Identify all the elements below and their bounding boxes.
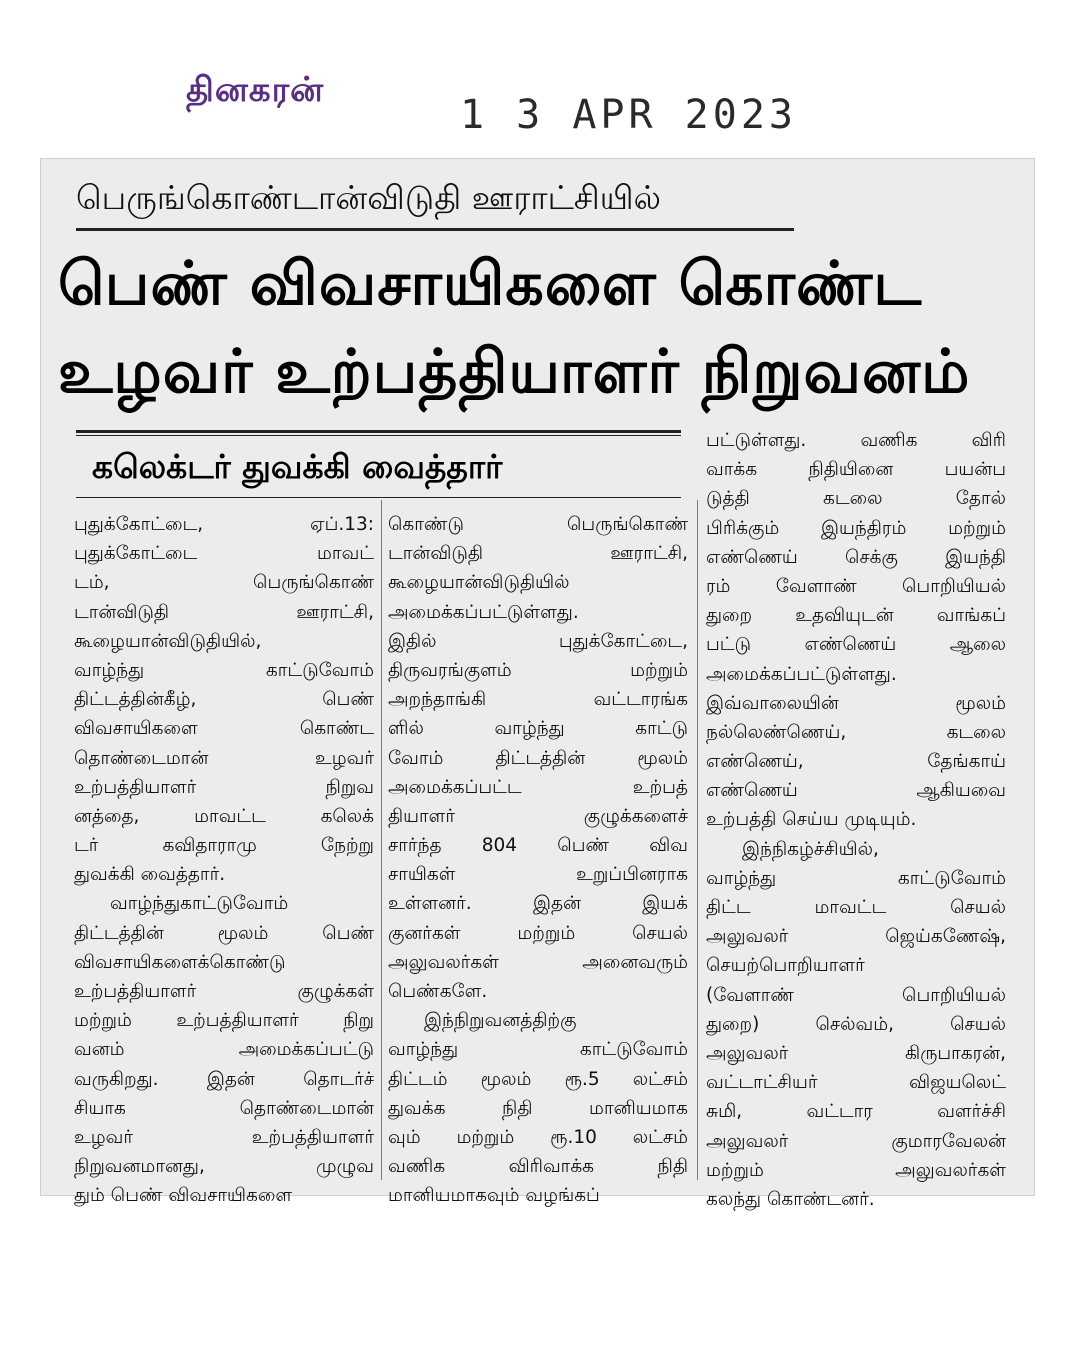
article-text-line: மற்றும் உற்பத்தியாளர் நிறு — [74, 1010, 374, 1032]
article-text-line: உற்பத்தியாளர் நிறுவ — [74, 776, 374, 798]
column-divider — [697, 500, 698, 1180]
article-text-line: தொண்டைமான் உழவர் — [74, 747, 374, 769]
article-text-line: குனர்கள் மற்றும் செயல் — [388, 922, 688, 944]
article-text-line: துறை உதவியுடன் வாங்கப் — [706, 605, 1006, 627]
article-text-line: நல்லெண்ணெய், கடலை — [706, 721, 1006, 743]
article-text-line: வாக்க நிதியினை பயன்ப — [706, 459, 1006, 481]
subheadline-rule-top — [76, 430, 681, 433]
article-text-line: வனம் அமைக்கப்பட்டு — [74, 1039, 374, 1061]
article-text-line: வட்டாட்சியர் விஜயலெட் — [706, 1072, 1006, 1094]
article-text-line: உற்பத்தி செய்ய முடியும். — [706, 809, 917, 831]
article-text-line: உள்ளனர். இதன் இயக் — [388, 893, 688, 915]
article-text-line: டம், பெருங்கொண் — [74, 572, 374, 594]
article-text-line: அமைக்கப்பட்டுள்ளது. — [388, 601, 579, 623]
article-text-line: மானியமாகவும் வழங்கப் — [388, 1185, 600, 1207]
article-text-line: புதுக்கோட்டை மாவட் — [74, 543, 374, 565]
article-text-line: கூழையான்விடுதியில் — [388, 572, 570, 594]
headline-line-2: உழவர் உற்பத்தியாளர் நிறுவனம் — [58, 337, 971, 407]
article-text-line: சாயிகள் உறுப்பினராக — [388, 864, 688, 886]
article-text-line: எண்ணெய் செக்கு இயந்தி — [706, 546, 1006, 568]
article-text-line: அமைக்கப்பட்ட உற்பத் — [388, 776, 688, 798]
column-divider — [381, 500, 382, 1180]
article-text-line: னத்தை, மாவட்ட கலெக் — [74, 805, 374, 827]
article-column-2 — [388, 510, 688, 1211]
article-text-line: தியாளர் குழுக்களைச் — [388, 805, 688, 827]
article-text-line: எண்ணெய் ஆகியவை — [706, 780, 1006, 802]
article-text-line: இதில் புதுக்கோட்டை, — [388, 630, 688, 652]
article-text-line: வாழ்ந்து காட்டுவோம் — [706, 867, 1006, 889]
article-text-line: திட்ட மாவட்ட செயல் — [706, 897, 1006, 918]
article-text-line: வோம் திட்டத்தின் மூலம் — [388, 747, 688, 769]
article-text-line: உழவர் உற்பத்தியாளர் — [74, 1126, 374, 1148]
article-text-line: செயற்பொறியாளர் — [706, 955, 865, 977]
subheadline-rule-bottom — [76, 497, 681, 498]
article-text-line: விவசாயிகளை கொண்ட — [74, 718, 374, 740]
article-text-line: அமைக்கப்பட்டுள்ளது. — [706, 663, 897, 685]
article-text-line: (வேளாண் பொறியியல் — [706, 984, 1006, 1006]
article-text-line: அலுவலர்கள் அனைவரும் — [388, 951, 688, 973]
article-text-line: பிரிக்கும் இயந்திரம் மற்றும் — [706, 517, 1006, 539]
article-text-line: துவக்கி வைத்தார். — [74, 864, 226, 886]
article-text-line: திட்டம் மூலம் ரூ.5 லட்சம் — [388, 1068, 688, 1090]
article-text-line: கூழையான்விடுதியில், — [74, 630, 262, 652]
article-text-line: உற்பத்தியாளர் குழுக்கள் — [74, 981, 374, 1002]
article-text-line: வாழ்ந்து காட்டுவோம் — [388, 1039, 688, 1061]
article-headline — [58, 240, 1018, 416]
article-text-line: கொண்டு பெருங்கொண் — [388, 514, 688, 535]
article-text-line: வாழ்ந்துகாட்டுவோம் — [110, 893, 289, 915]
article-text-line: எண்ணெய், தேங்காய் — [706, 751, 1006, 773]
article-text-line: சார்ந்த 804 பெண் விவ — [388, 835, 688, 857]
article-text-line: பெண்களே. — [388, 981, 488, 1002]
article-text-line: சியாக தொண்டைமான் — [74, 1097, 374, 1119]
article-text-line: டுத்தி கடலை தோல் — [706, 488, 1006, 510]
article-text-line: அறந்தாங்கி வட்டாரங்க — [388, 689, 688, 711]
article-text-line: இந்நிகழ்ச்சியில், — [742, 838, 879, 860]
article-text-line: அலுவலர் குமாரவேலன் — [706, 1130, 1006, 1152]
kicker-divider — [76, 228, 794, 231]
article-text-line: இவ்வாலையின் மூலம் — [706, 692, 1006, 714]
article-text-line: ளில் வாழ்ந்து காட்டு — [388, 718, 688, 740]
article-text-line: வாழ்ந்து காட்டுவோம் — [74, 659, 374, 681]
article-column-1 — [74, 510, 374, 1211]
article-text-line: விவசாயிகளைக்கொண்டு — [74, 951, 286, 973]
article-text-line: திருவரங்குளம் மற்றும் — [388, 659, 688, 681]
article-subheadline: கலெக்டர் துவக்கி வைத்தார் — [92, 447, 503, 486]
article-text-line: டான்விடுதி ஊராட்சி, — [388, 543, 688, 565]
article-text-line: இந்நிறுவனத்திற்கு — [424, 1010, 577, 1032]
subheadline-rule-top-thin — [76, 435, 681, 436]
article-text-line: துவக்க நிதி மானியமாக — [388, 1097, 688, 1119]
article-text-line: நிறுவனமானது, முழுவ — [74, 1156, 374, 1178]
article-text-line: திட்டத்தின்கீழ், பெண் — [74, 689, 374, 711]
article-text-line: துறை) செல்வம், செயல் — [706, 1013, 1006, 1035]
article-text-line: வருகிறது. இதன் தொடர்ச் — [74, 1068, 374, 1090]
date-stamp: 1 3 APR 2023 — [460, 92, 797, 138]
article-text-line: டான்விடுதி ஊராட்சி, — [74, 601, 374, 623]
article-text-line: சுமி, வட்டார வளர்ச்சி — [706, 1101, 1006, 1123]
newspaper-masthead: தினகரன் — [186, 70, 325, 110]
article-text-line: கலந்து கொண்டனர். — [706, 1188, 875, 1210]
article-text-line: அலுவலர் ஜெய்கணேஷ், — [706, 926, 1006, 948]
article-text-line: பட்டு எண்ணெய் ஆலை — [706, 634, 1006, 656]
article-column-3 — [706, 426, 1006, 1214]
article-kicker: பெருங்கொண்டான்விடுதி ஊராட்சியில் — [76, 178, 661, 217]
article-text-line: அலுவலர் கிருபாகரன், — [706, 1042, 1006, 1064]
article-text-line: வும் மற்றும் ரூ.10 லட்சம் — [388, 1126, 688, 1148]
article-text-line: பட்டுள்ளது. வணிக விரி — [706, 430, 1006, 451]
article-text-line: வணிக விரிவாக்க நிதி — [388, 1156, 688, 1178]
article-text-line: மற்றும் அலுவலர்கள் — [706, 1159, 1006, 1181]
article-text-line: புதுக்கோட்டை, ஏப்.13: — [74, 514, 374, 535]
headline-line-1: பெண் விவசாயிகளை கொண்ட — [58, 249, 923, 319]
article-text-line: திட்டத்தின் மூலம் பெண் — [74, 922, 374, 944]
article-text-line: தும் பெண் விவசாயிகளை — [74, 1185, 293, 1207]
article-text-line: ரம் வேளாண் பொறியியல் — [706, 575, 1006, 597]
article-text-line: டர் கவிதாராமு நேற்று — [74, 835, 374, 857]
